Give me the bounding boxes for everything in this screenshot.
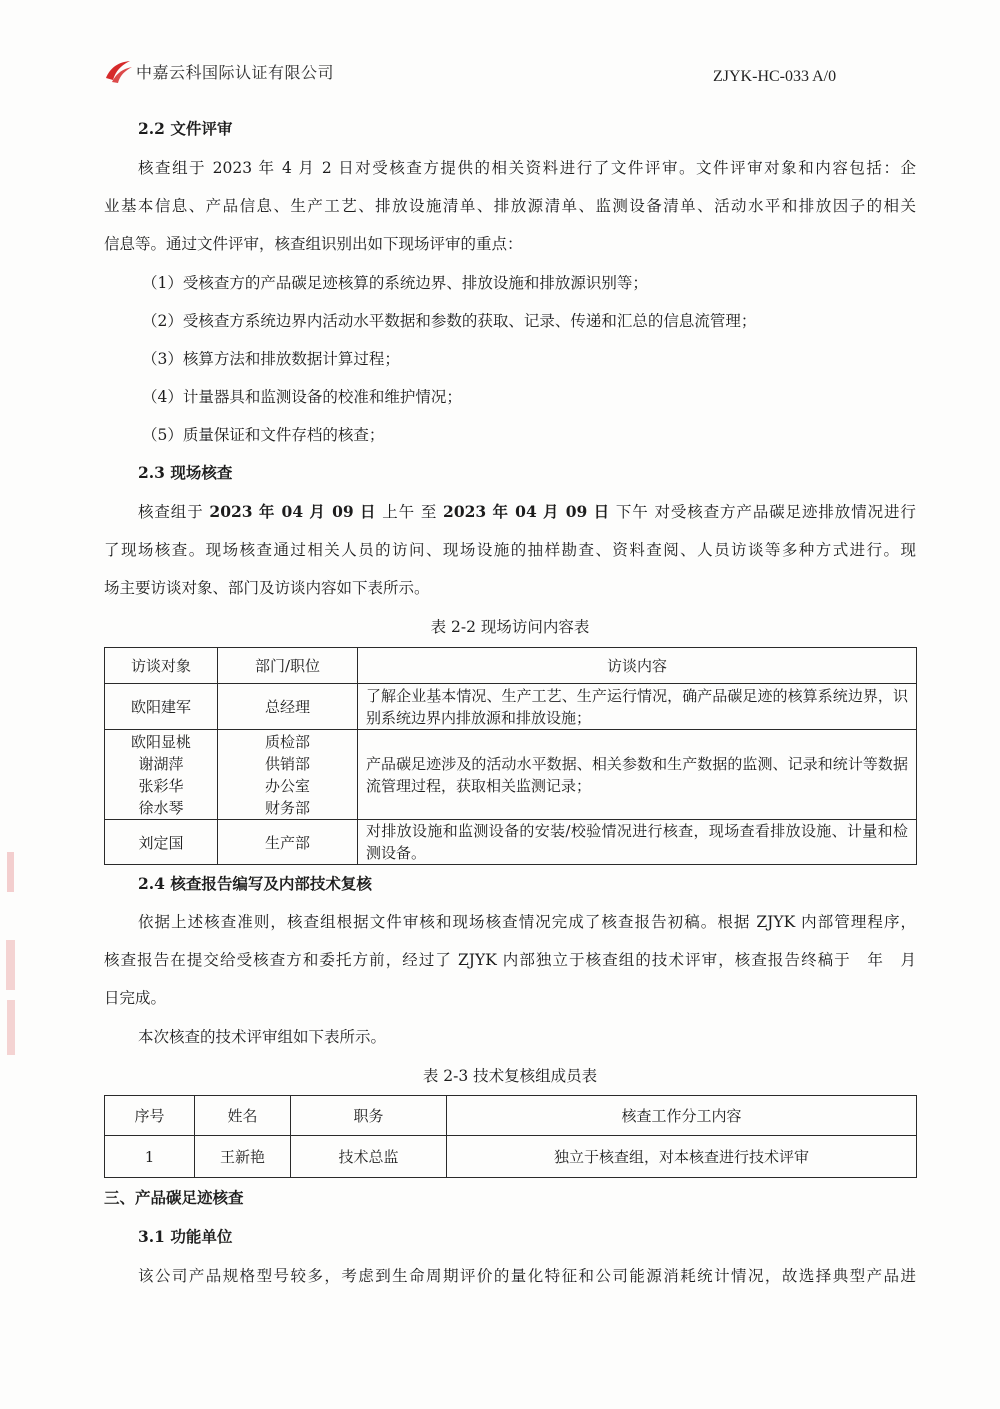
table-cell: 王新艳 xyxy=(195,1136,291,1178)
table-cell: 欧阳建军 xyxy=(105,684,218,730)
paragraph-line: 了现场核查。现场核查通过相关人员的访问、现场设施的抽样勘查、资料查阅、人员访谈等多种方式进行。现 xyxy=(104,541,916,559)
column-header: 访谈内容 xyxy=(358,648,917,684)
table-header-row xyxy=(105,648,917,684)
paragraph-line: 场主要访谈对象、部门及访谈内容如下表所示。 xyxy=(104,579,430,597)
list-item: （5）质量保证和文件存档的核查； xyxy=(142,426,385,444)
document-number: ZJYK-HC-033 A/0 xyxy=(713,68,837,85)
side-stamp-mark xyxy=(4,850,20,1060)
review-team-table xyxy=(104,1095,917,1178)
column-header: 职务 xyxy=(291,1096,447,1136)
table-cell: 生产部 xyxy=(218,820,358,865)
list-item: （3）核算方法和排放数据计算过程； xyxy=(142,350,400,368)
company-name: 中嘉云科国际认证有限公司 xyxy=(136,62,335,82)
column-header: 部门/职位 xyxy=(218,648,358,684)
table-cell: 独立于核查组，对本核查进行技术评审 xyxy=(447,1136,917,1178)
paragraph-line: 业基本信息、产品信息、生产工艺、排放设施清单、排放源清单、监测设备清单、活动水平和排放因子的相关 xyxy=(104,197,916,215)
table-header-row xyxy=(105,1096,917,1136)
table-cell: 1 xyxy=(105,1136,195,1178)
table-caption: 表 2-3 技术复核组成员表 xyxy=(422,1067,598,1085)
section-title-2-4: 2.4 核查报告编写及内部技术复核 xyxy=(138,874,372,893)
paragraph-line: 日完成。 xyxy=(104,989,167,1007)
paragraph-line: 依据上述核查准则，核查组根据文件审核和现场核查情况完成了核查报告初稿。根据 ZJYK 内部管理程序， xyxy=(138,913,916,931)
table-cell: 技术总监 xyxy=(291,1136,447,1178)
list-item: （2）受核查方系统边界内活动水平数据和参数的获取、记录、传递和汇总的信息流管理； xyxy=(142,312,757,330)
paragraph-line: 信息等。通过文件评审，核查组识别出如下现场评审的重点： xyxy=(104,235,523,253)
company-logo-icon xyxy=(104,58,134,84)
table-row xyxy=(105,820,917,865)
list-item: （1）受核查方的产品碳足迹核算的系统边界、排放设施和排放源识别等； xyxy=(142,274,648,292)
section-title-3-1: 3.1 功能单位 xyxy=(138,1227,233,1246)
paragraph-line: 该公司产品规格型号较多，考虑到生命周期评价的量化特征和公司能源消耗统计情况，故选择典型产品进 xyxy=(138,1267,916,1285)
table-row xyxy=(105,730,917,820)
column-header: 访谈对象 xyxy=(105,648,218,684)
paragraph-line: 本次核查的技术评审组如下表所示。 xyxy=(138,1028,387,1046)
column-header: 姓名 xyxy=(195,1096,291,1136)
table-row xyxy=(105,684,917,730)
section-title-3: 三、产品碳足迹核查 xyxy=(104,1188,244,1207)
column-header: 核查工作分工内容 xyxy=(447,1096,917,1136)
table-cell: 了解企业基本情况、生产工艺、生产运行情况，确产品碳足迹的核算系统边界，识别系统边界内排放源和排放设施； xyxy=(358,684,917,730)
table-cell: 刘定国 xyxy=(105,820,218,865)
table-cell: 总经理 xyxy=(218,684,358,730)
table-caption: 表 2-2 现场访问内容表 xyxy=(430,618,590,636)
table-cell: 质检部 供销部 办公室 财务部 xyxy=(218,730,358,820)
table-cell: 欧阳显桃 谢湖萍 张彩华 徐水琴 xyxy=(105,730,218,820)
interview-table xyxy=(104,647,917,865)
list-item: （4）计量器具和监测设备的校准和维护情况； xyxy=(142,388,462,406)
table-cell: 产品碳足迹涉及的活动水平数据、相关参数和生产数据的监测、记录和统计等数据流管理过程，获取相关监测记录； xyxy=(358,730,917,820)
paragraph-line: 核查组于 2023 年 4 月 2 日对受核查方提供的相关资料进行了文件评审。文件评审对象和内容包括：企 xyxy=(138,159,916,177)
table-cell: 对排放设施和监测设备的安装/校验情况进行核查，现场查看排放设施、计量和检测设备。 xyxy=(358,820,917,865)
paragraph-line: 核查报告在提交给受核查方和委托方前，经过了 ZJYK 内部独立于核查组的技术评审，核查报告终稿于 年 月 xyxy=(104,951,916,969)
section-title-2-3: 2.3 现场核查 xyxy=(138,463,233,482)
section-title-2-2: 2.2 文件评审 xyxy=(138,119,233,138)
table-row xyxy=(105,1136,917,1178)
column-header: 序号 xyxy=(105,1096,195,1136)
company-logo xyxy=(104,58,334,84)
paragraph-line: 核查组于 2023 年 04 月 09 日 上午 至 2023 年 04 月 09 日 下午 对受核查方产品碳足迹排放情况进行 xyxy=(138,502,916,521)
